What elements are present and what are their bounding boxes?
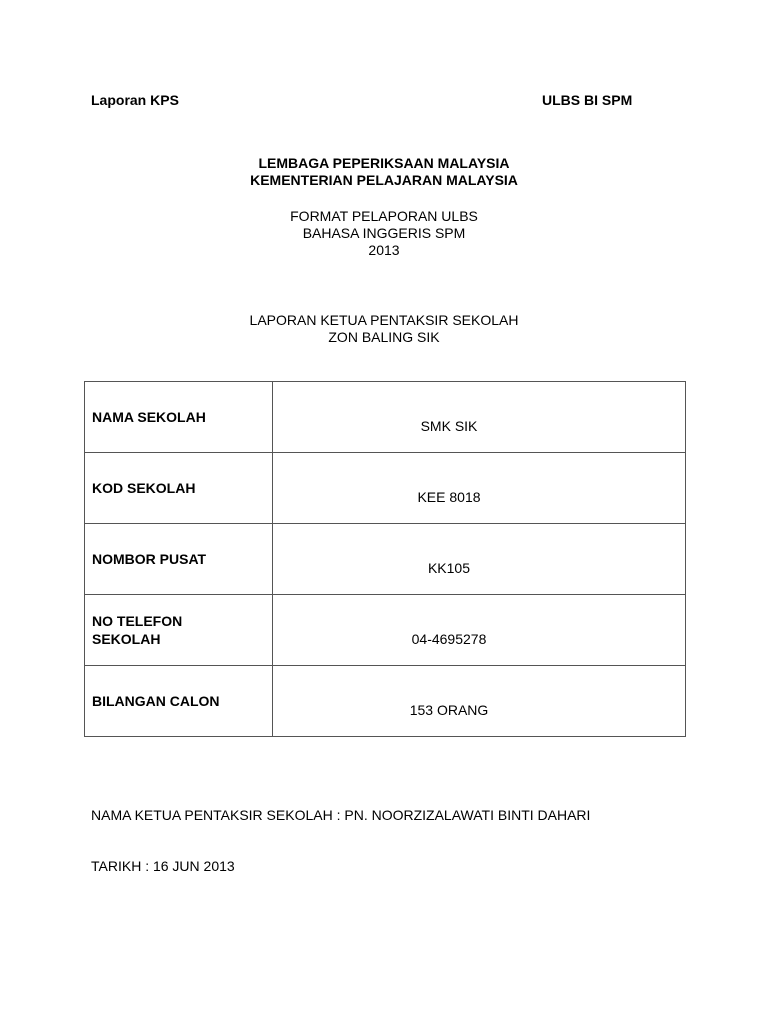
row-value-text: SMK SIK (420, 418, 478, 434)
header-right: ULBS BI SPM (542, 92, 633, 108)
school-info-table (84, 381, 686, 737)
row-value (273, 595, 686, 666)
row-label-line-1: NO TELEFON (92, 613, 183, 629)
report-block (0, 312, 768, 346)
row-value-text: 153 ORANG (409, 702, 489, 718)
row-value-text: KK105 (427, 560, 471, 576)
row-value-text: KEE 8018 (417, 489, 481, 505)
ketua-pentaksir-line: NAMA KETUA PENTAKSIR SEKOLAH : PN. NOORZIZALAWATI BINTI DAHARI (91, 807, 591, 823)
row-value (273, 524, 686, 595)
header-left: Laporan KPS (91, 92, 179, 108)
title-line-1: LEMBAGA PEPERIKSAAN MALAYSIA (258, 155, 510, 171)
row-label: NAMA SEKOLAH (85, 382, 273, 453)
row-value-text: 04-4695278 (411, 631, 487, 647)
table-row (85, 453, 686, 524)
table-row (85, 382, 686, 453)
table-row (85, 595, 686, 666)
table-row (85, 666, 686, 737)
row-label: KOD SEKOLAH (85, 453, 273, 524)
row-value (273, 453, 686, 524)
report-line-2: ZON BALING SIK (328, 329, 440, 345)
row-label: BILANGAN CALON (85, 666, 273, 737)
title-line-2: KEMENTERIAN PELAJARAN MALAYSIA (250, 172, 518, 188)
row-value (273, 666, 686, 737)
format-line-2: BAHASA INGGERIS SPM (302, 225, 466, 241)
row-label (85, 595, 273, 666)
table-row (85, 524, 686, 595)
row-label-line-2: SEKOLAH (92, 631, 161, 647)
format-block (0, 208, 768, 259)
row-label: NOMBOR PUSAT (85, 524, 273, 595)
report-line-1: LAPORAN KETUA PENTAKSIR SEKOLAH (249, 312, 519, 328)
format-line-1: FORMAT PELAPORAN ULBS (290, 208, 478, 224)
format-line-3: 2013 (368, 242, 400, 258)
title-block (0, 155, 768, 189)
tarikh-line: TARIKH : 16 JUN 2013 (91, 858, 235, 874)
row-value (273, 382, 686, 453)
